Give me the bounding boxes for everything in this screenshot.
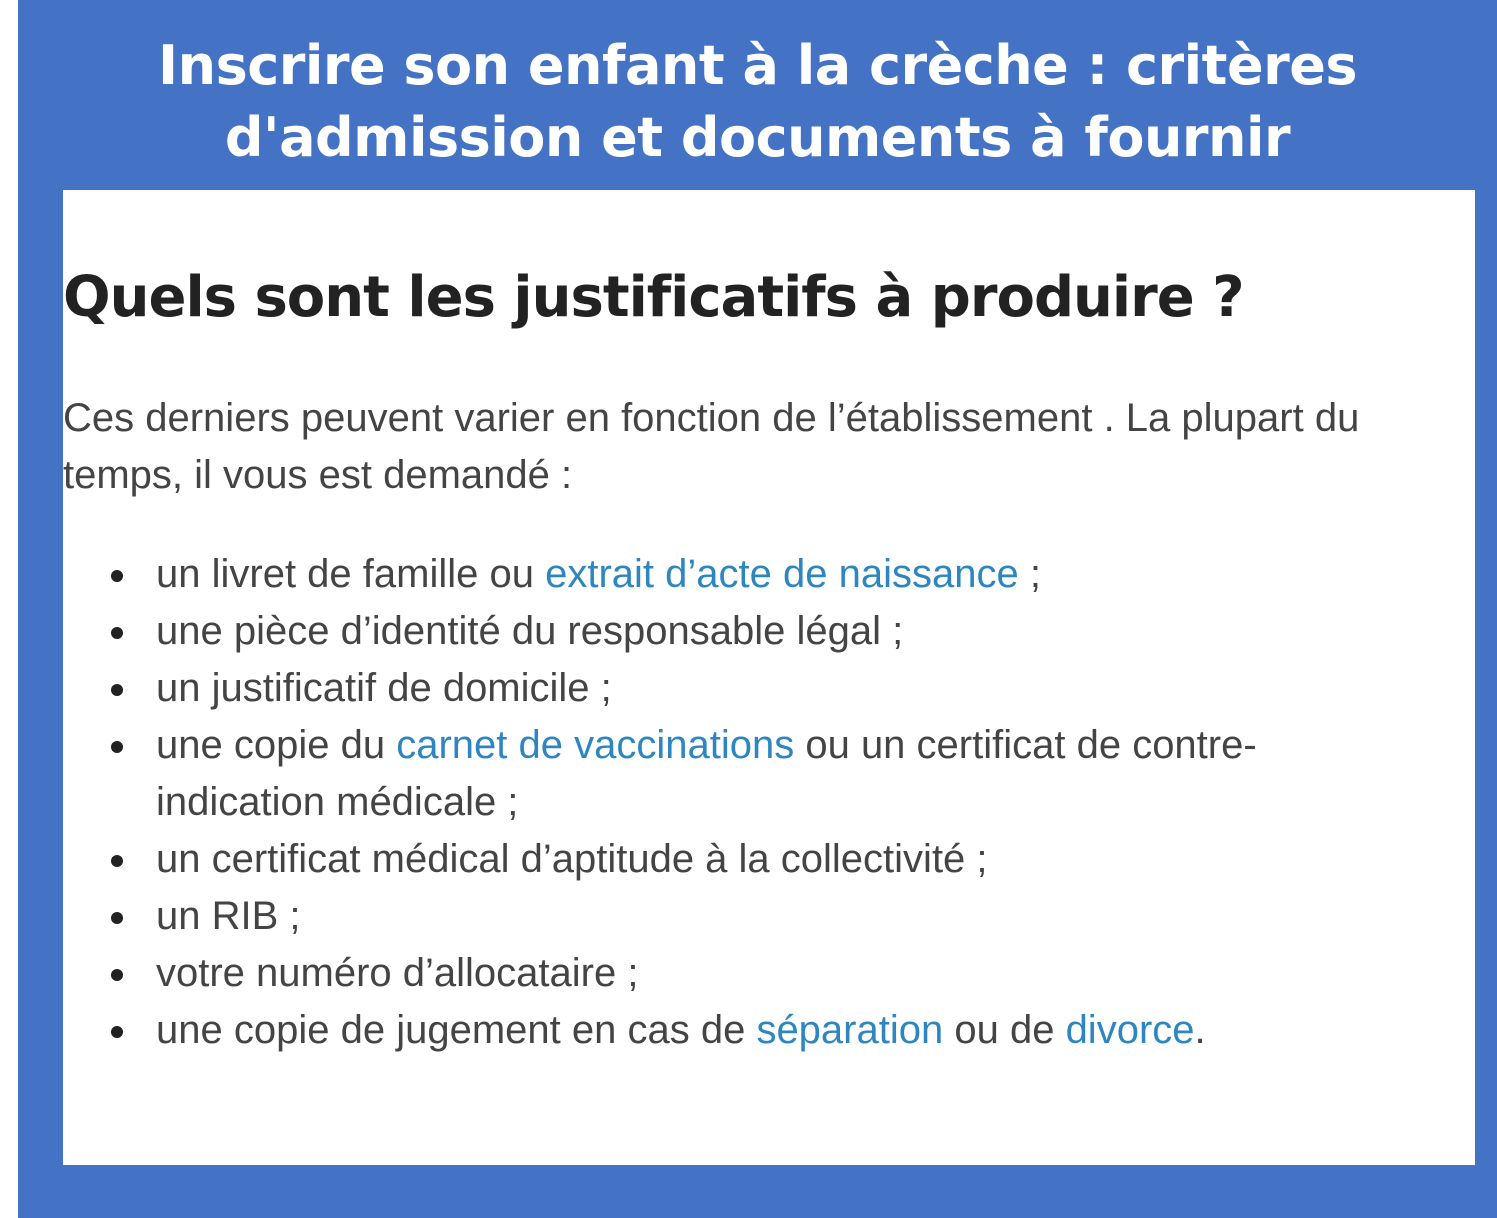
list-item (63, 831, 1463, 888)
list-item-text: ; (1018, 552, 1041, 596)
list-item-text: un RIB ; (156, 894, 301, 938)
list-item (63, 945, 1463, 1002)
banner-title-line-2: d'admission et documents à fournir (224, 106, 1291, 169)
bullet-icon (111, 969, 123, 981)
bullet-icon (111, 741, 123, 753)
list-item (63, 717, 1463, 831)
list-item (63, 1002, 1463, 1059)
list-item-text: ou de (943, 1008, 1066, 1052)
bullet-icon (111, 912, 123, 924)
list-item (63, 603, 1463, 660)
banner-title (18, 30, 1497, 174)
bullet-icon (111, 684, 123, 696)
list-item-text: une pièce d’identité du responsable légal ; (156, 609, 904, 653)
bullet-icon (111, 1026, 123, 1038)
list-item (63, 546, 1463, 603)
bullet-icon (111, 627, 123, 639)
link-divorce[interactable]: divorce (1065, 1008, 1195, 1052)
list-item-text: votre numéro d’allocataire ; (156, 951, 639, 995)
link-separation[interactable]: séparation (756, 1008, 944, 1052)
list-item-text: une copie de jugement en cas de (156, 1008, 757, 1052)
list-item-text: un livret de famille ou (156, 552, 546, 596)
list-item-text: un justificatif de domicile ; (156, 666, 612, 710)
list-item-text: . (1194, 1008, 1206, 1052)
intro-paragraph: Ces derniers peuvent varier en fonction de l’établissement . La plupart du temps, il vous est demandé : (63, 396, 1360, 497)
documents-list (63, 546, 1463, 1059)
list-item-text: une copie du (156, 723, 397, 767)
list-item (63, 888, 1463, 945)
list-item (63, 660, 1463, 717)
link-extrait-acte-naissance[interactable]: extrait d’acte de naissance (545, 552, 1019, 596)
list-item-text: ou un certificat de contre-indication médicale ; (156, 723, 1257, 824)
list-item-text: un certificat médical d’aptitude à la collectivité ; (156, 837, 988, 881)
section-heading: Quels sont les justificatifs à produire ? (63, 265, 1244, 330)
bullet-icon (111, 855, 123, 867)
bullet-icon (111, 570, 123, 582)
banner-title-line-1: Inscrire son enfant à la crèche : critères (158, 34, 1357, 97)
link-carnet-vaccinations[interactable]: carnet de vaccinations (396, 723, 795, 767)
